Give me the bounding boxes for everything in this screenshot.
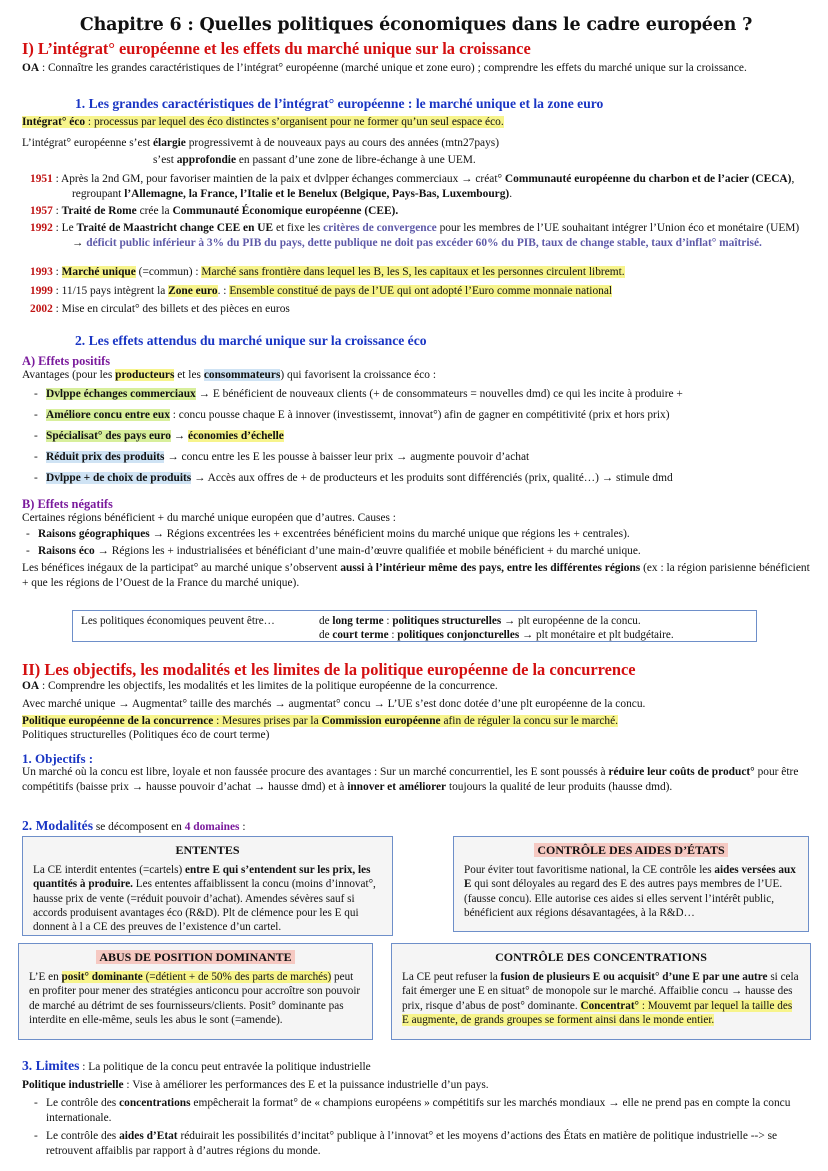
timeline-1992: 1992 : Le Traité de Maastricht change CEE en UE et fixe les critères de convergence pour les membres de l’UE souhaitant intégrer l’Union éco et monétaire (UEM) → déficit public inférieur à 3% du PIB du pays, dette publique ne doit pas excéder 60% du PIB, taux de change stable, taux d’inflat° maîtrisé. <box>30 222 800 250</box>
page-title: Chapitre 6 : Quelles politiques économiques dans le cadre européen ? <box>79 15 753 35</box>
politique-concurrence-subtitle: Politiques structurelles (Politiques éco de court terme) <box>22 729 270 741</box>
negative-effects-list <box>20 527 810 561</box>
concurrence-chain: Avec marché unique → Augmentat° taille des marchés → augmentat° concu → L’UE s’est donc dotée d’une plt européenne de la concu. <box>22 698 646 710</box>
ententes-title: ENTENTES <box>175 843 240 857</box>
concentrations-box <box>391 943 811 1040</box>
list-item: - Raisons éco → Régions les + industrialisées et bénéficiant d’une main-d’œuvre qualifiée et mobile bénéficient + du marché unique. <box>20 544 810 559</box>
ententes-box <box>22 836 393 936</box>
policy-short-term: de court terme : politiques conjoncturelles → plt monétaire et plt budgétaire. <box>319 629 674 641</box>
positive-effects-list <box>28 387 810 492</box>
concentrations-text: La CE peut refuser la fusion de plusieurs E ou acquisit° d’une E par une autre si cela fait émerger une E en situat° de monopole sur le marché. Affaiblie concu → hausse des prix, risque d’abus de post° dominante. Concentrat° : Mouvemt par lequel la taille des E augmente, de grands groupes se forment ainsi dans le monde entier. <box>402 971 799 1026</box>
timeline-1951: 1951 : Après la 2nd GM, pour favoriser maintien de la paix et dvlpper échanges commerciaux → créat° Communauté européenne du charbon et de l’acier (CECA), regroupant l’Allemagne, la France, l’Italie et le Benelux (Belgique, Pays-Bas, Luxembourg). <box>30 173 795 201</box>
aides-etats-title: CONTRÔLE DES AIDES D’ÉTATS <box>464 843 798 858</box>
timeline-2002: 2002 : Mise en circulat° des billets et des pièces en euros <box>30 303 290 315</box>
negatifs-intro: Certaines régions bénéficient + du marché unique européen que d’autres. Causes : <box>22 512 396 524</box>
list-item: - Améliore concu entre eux : concu pousse chaque E à innover (investissemt, innovat°) afin de gagner en compétitivité (prix et hors prix) <box>28 408 810 423</box>
list-item: - Le contrôle des concentrations empêcherait la format° de « champions européens » compétitifs sur les marchés mondiaux → elle ne prend pas en compte la concu internationale. <box>28 1096 810 1126</box>
effets-positifs-heading: A) Effets positifs <box>22 354 111 368</box>
effets-negatifs-heading: B) Effets négatifs <box>22 497 113 511</box>
section-1-heading: I) L’intégrat° européenne et les effets du marché unique sur la croissance <box>22 39 531 58</box>
list-item: - Raisons géographiques → Régions excentrées les + excentrées bénéficient moins du marché unique que régions les + centrales). <box>20 527 810 542</box>
list-item: - Spécialisat° des pays euro → économies d’échelle <box>28 429 810 444</box>
ententes-text: La CE interdit ententes (=cartels) entre E qui s’entendent sur les prix, les quantités à produire. Les ententes affaiblissent la concu (moins d’innovat°, hausse prix de vente (=réduit pouvoir d’achat). Amendes sévères sauf si accords produisent avantages éco (R&D). Plt de clémence pour les E qui donnent à l a CE des preuves de l’existence d’un cartel. <box>33 864 376 934</box>
limites-list <box>28 1096 810 1159</box>
inegalites-text: Les bénéfices inégaux de la participat° au marché unique s’observent aussi à l’intérieur même des pays, entre les différentes régions (ex : la région parisienne bénéficient + que les régions de l’Ouest de la France du marché unique). <box>22 562 810 590</box>
abus-position-box <box>18 943 373 1040</box>
list-item: - Dvlppe échanges commerciaux → E bénéficient de nouveaux clients (+ de consommateurs = nouvelles dmd) ce qui les incite à produire + <box>28 387 810 402</box>
policy-types-intro: Les politiques économiques peuvent être… <box>81 615 275 627</box>
integration-definition: Intégrat° éco : processus par lequel des éco distinctes s’organisent pour ne former qu’un seul espace éco. <box>22 116 504 128</box>
list-item: - Réduit prix des produits → concu entre les E les pousse à baisser leur prix → augmente pouvoir d’achat <box>28 450 810 465</box>
policy-types-frame <box>72 610 757 642</box>
objectifs-heading: 1. Objectifs : <box>22 751 94 766</box>
list-item: - Le contrôle des aides d’Etat réduirait les possibilités d’incitat° publique à l’innovat° et les moyens d’actions des États en matière de politique industrielle --> se retrouvent affaiblis par rapport à d’autres régions du monde. <box>28 1129 810 1159</box>
list-item: - Dvlppe + de choix de produits → Accès aux offres de + de producteurs et les produits sont différenciés (prix, qualité…) → stimule dmd <box>28 471 810 486</box>
avantages-intro: Avantages (pour les producteurs et les consommateurs) qui favorisent la croissance éco : <box>22 369 436 381</box>
objectifs-text: Un marché où la concu est libre, loyale et non faussée procure des avantages : Sur un marché concurrentiel, les E sont poussés à réduire leur coûts de product° pour être compétitifs (baisse prix → hausse pouvoir d’achat → hausse dmd) et à innover et améliorer toujours la qualité de leur produits (hausse dmd). <box>22 766 799 794</box>
politique-industrielle-definition: Politique industrielle : Vise à améliorer les performances des E et la puissance industrielle d’un pays. <box>22 1079 489 1091</box>
timeline-1999: 1999 : 11/15 pays intègrent la Zone euro. : Ensemble constitué de pays de l’UE qui ont adopté l’Euro comme monnaie national <box>30 285 613 297</box>
subsection-2-heading: 2. Les effets attendus du marché unique sur la croissance éco <box>75 333 427 348</box>
section-1-objectives: OA : Connaître les grandes caractéristiques de l’intégrat° européenne (marché unique et zone euro) ; comprendre les effets du marché unique sur la croissance. <box>22 62 747 74</box>
aides-etats-box <box>453 836 809 932</box>
timeline-1957: 1957 : Traité de Rome crée la Communauté Économique européenne (CEE). <box>30 205 399 217</box>
modalites-heading: 2. Modalités se décomposent en 4 domaines : <box>22 818 246 833</box>
aides-etats-text: Pour éviter tout favoritisme national, la CE contrôle les aides versées aux E qui sont déloyales au regard des E des autres pays membres de l’UE. (fausse concu). Elle autorise ces aides si elles servent l’intérêt public, bénéficient aux régions désavantagées, à la R&D… <box>464 864 796 919</box>
section-2-heading: II) Les objectifs, les modalités et les limites de la politique européenne de la concurrence <box>22 660 636 679</box>
policy-long-term: de long terme : politiques structurelles → plt européenne de la concu. <box>319 615 641 627</box>
politique-concurrence-definition: Politique européenne de la concurrence : Mesures prises par la Commission européenne afin de réguler la concu sur le marché. <box>22 715 619 727</box>
limites-heading: 3. Limites : La politique de la concu peut entravée la politique industrielle <box>22 1058 371 1073</box>
abus-position-title: ABUS DE POSITION DOMINANTE <box>29 950 362 965</box>
approfondissement-text: s’est approfondie en passant d’une zone de libre-échange à une UEM. <box>153 154 476 166</box>
elargissement-text: L’intégrat° européenne s’est élargie progressivemt à de nouveaux pays au cours des années (mtn27pays) <box>22 137 500 149</box>
section-2-objectives: OA : Comprendre les objectifs, les modalités et les limites de la politique européenne de la concurrence. <box>22 680 498 692</box>
abus-position-text: L’E en posit° dominante (=détient + de 50% des parts de marchés) peut en profiter pour mener des stratégies anticoncu pour accroître son pouvoir de marché au détrimt de ses fournisseurs/clients. Posit° dominante pas interdite en elle-même, seuls les abus le sont (=amende). <box>29 971 361 1026</box>
concentrations-title: CONTRÔLE DES CONCENTRATIONS <box>495 950 707 964</box>
subsection-1-heading: 1. Les grandes caractéristiques de l’intégrat° européenne : le marché unique et la zone euro <box>75 96 604 111</box>
timeline-1993: 1993 : Marché unique (=commun) : Marché sans frontière dans lequel les B, les S, les capitaux et les personnes circulent libremt. <box>30 266 625 278</box>
